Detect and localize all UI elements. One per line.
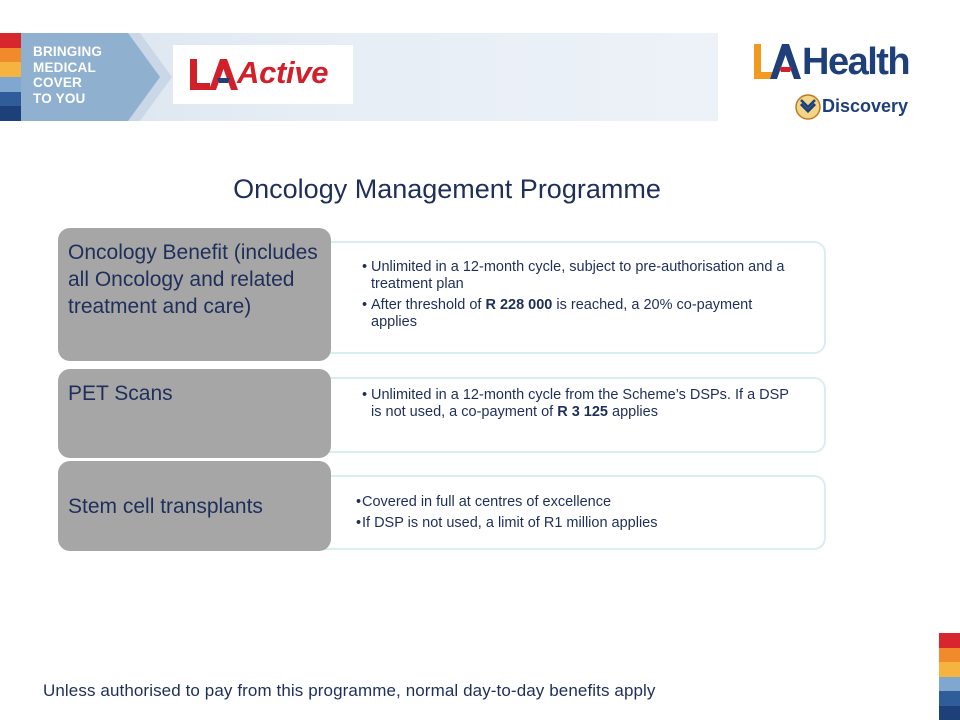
footer-color-stripes <box>939 633 960 720</box>
bullet-item: • If DSP is not used, a limit of R1 million applies <box>356 515 796 532</box>
discovery-emblem-icon <box>795 94 821 120</box>
la-health-logo <box>752 40 922 84</box>
banner-tagline <box>33 44 123 106</box>
bullet-item: • Covered in full at centres of excellence <box>356 494 796 511</box>
bullet-item: • Unlimited in a 12-month cycle from the Scheme’s DSPs. If a DSP is not used, a co-payment of R 3 125 applies <box>362 387 802 421</box>
la-mark-icon <box>186 57 238 93</box>
la-health-mark-icon <box>752 40 804 82</box>
header-color-stripes <box>0 33 21 121</box>
pet-scans-bullets <box>362 387 802 425</box>
tagline-line: COVER <box>33 75 83 90</box>
pet-scans-label: PET Scans <box>58 369 331 458</box>
footnote: Unless authorised to pay from this programme, normal day-to-day benefits apply <box>43 681 656 700</box>
stem-cell-label: Stem cell transplants <box>58 461 331 551</box>
stem-cell-bullets <box>356 494 796 536</box>
tagline-line: BRINGING <box>33 44 103 59</box>
active-logo-text: Active <box>237 55 329 90</box>
tagline-line: MEDICAL <box>33 59 96 75</box>
bullet-item: • After threshold of R 228 000 is reached, a 20% co-payment applies <box>362 297 802 331</box>
discovery-logo-text: Discovery <box>822 96 909 116</box>
page-title: Oncology Management Programme <box>233 174 661 204</box>
oncology-benefit-label: Oncology Benefit (includes all Oncology and related treatment and care) <box>58 228 331 361</box>
la-active-logo <box>173 45 353 104</box>
oncology-benefit-bullets <box>362 259 802 335</box>
tagline-line: TO YOU <box>33 90 86 106</box>
health-logo-text: Health <box>802 41 910 83</box>
bullet-item: • Unlimited in a 12-month cycle, subject to pre-authorisation and a treatment plan <box>362 259 802 293</box>
